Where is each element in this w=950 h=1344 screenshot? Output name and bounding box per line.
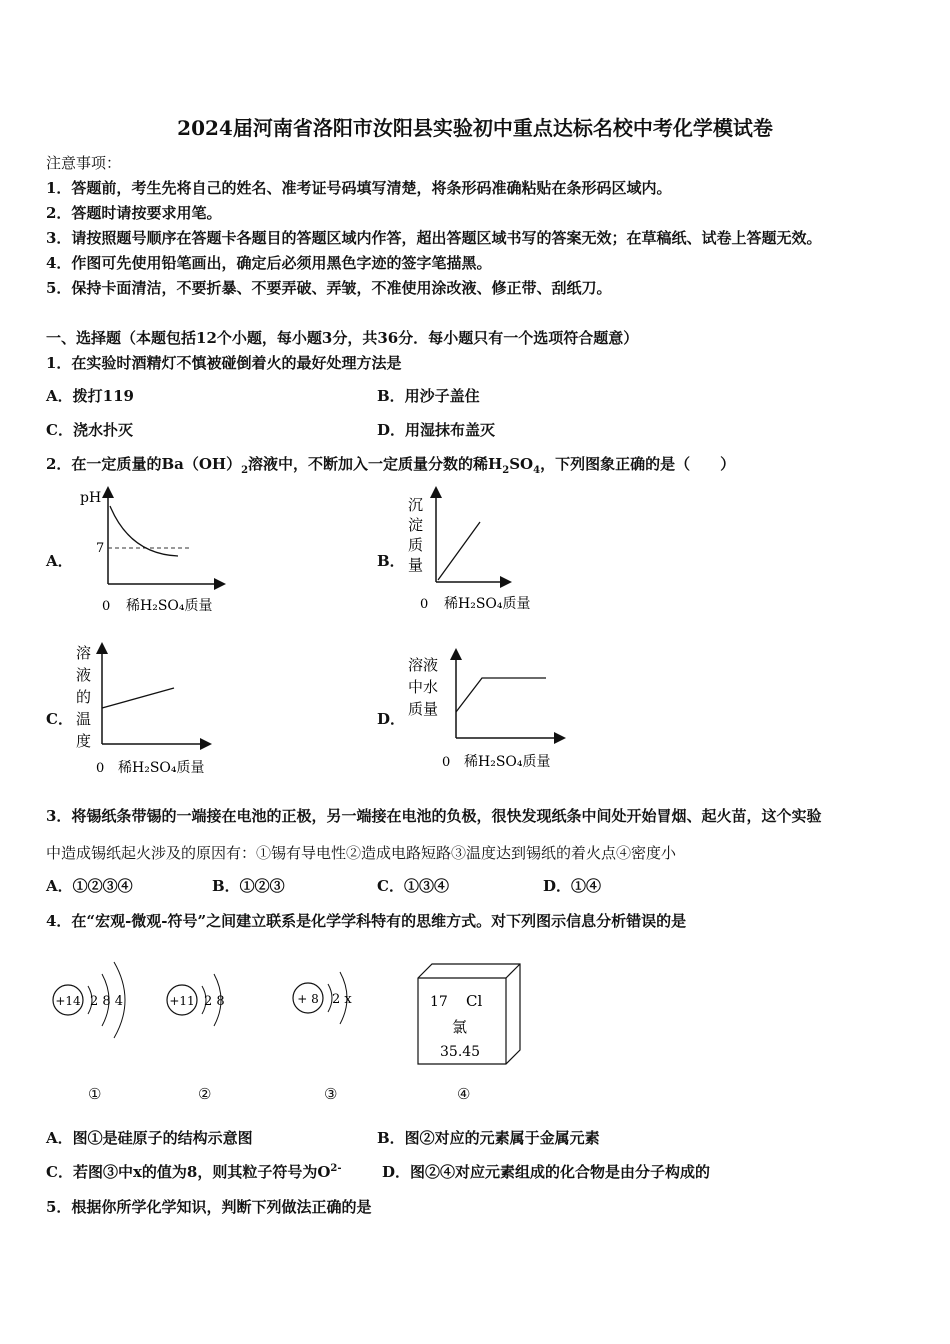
graph-a-ref-label: 7 bbox=[96, 541, 105, 556]
graph-b-y-axis-1: 沉 bbox=[408, 496, 424, 514]
graph-b-y-axis-4: 量 bbox=[408, 556, 424, 574]
atom-2-label: ② bbox=[198, 1085, 212, 1103]
q4-option-b: B．图②对应的元素属于金属元素 bbox=[377, 1129, 600, 1147]
q1-option-a: A．拨打119 bbox=[46, 387, 134, 405]
q3-option-c: C．①③④ bbox=[377, 877, 449, 895]
q3-option-b: B．①②③ bbox=[212, 877, 285, 895]
element-label: ④ bbox=[457, 1085, 471, 1103]
atom-3-shells: 2 x bbox=[332, 992, 352, 1007]
graph-c-origin: 0 bbox=[96, 761, 105, 776]
graph-b bbox=[400, 484, 600, 620]
q1-option-d: D．用湿抹布盖灭 bbox=[377, 421, 496, 439]
element-mass: 35.45 bbox=[440, 1044, 481, 1060]
element-cell-chlorine bbox=[412, 960, 528, 1070]
graph-b-y-axis-2: 淀 bbox=[408, 516, 424, 534]
graph-a bbox=[70, 484, 290, 620]
q1-option-b: B．用沙子盖住 bbox=[377, 387, 480, 405]
graph-a-origin: 0 bbox=[102, 599, 111, 614]
graph-d-y-axis-1: 溶液 bbox=[408, 656, 439, 674]
graph-c-x-axis: 稀H₂SO₄质量 bbox=[118, 760, 205, 776]
atom-1-shells: 2 8 4 bbox=[90, 994, 124, 1009]
graph-b-label: B． bbox=[377, 552, 405, 570]
atom-diagram-3 bbox=[286, 950, 376, 1060]
atom-3-label: ③ bbox=[324, 1085, 338, 1103]
graph-c-y-axis-1: 溶 bbox=[76, 644, 92, 662]
q4-stem: 4．在“宏观-微观-符号”之间建立联系是化学学科特有的思维方式。对下列图示信息分析错误的是 bbox=[46, 912, 687, 930]
notice-heading: 注意事项： bbox=[46, 154, 122, 172]
page-title: 2024届河南省洛阳市汝阳县实验初中重点达标名校中考化学模试卷 bbox=[177, 116, 773, 140]
q1-option-c: C．浇水扑灭 bbox=[46, 421, 133, 439]
graph-b-origin: 0 bbox=[420, 597, 429, 612]
graph-d-label: D． bbox=[377, 710, 406, 728]
q4-option-a: A．图①是硅原子的结构示意图 bbox=[46, 1129, 253, 1147]
graph-b-x-axis: 稀H₂SO₄质量 bbox=[444, 596, 531, 612]
q2-stem: 2．在一定质量的$Ba(OH)_2$溶液中，不断加入一定质量分数的稀$H_2SO_4$，下列图象正确的是（ ） bbox=[46, 455, 736, 476]
q3-stem-line-1: 3．将锡纸条带锡的一端接在电池的正极，另一端接在电池的负极，很快发现纸条中间处开始冒烟、起火苗，这个实验 bbox=[46, 807, 822, 825]
q4-option-c: C．若图③中x的值为8，则其粒子符号为$O^{2-}$ bbox=[46, 1163, 342, 1181]
atom-1-nucleus: +14 bbox=[55, 994, 81, 1008]
graph-d-y-axis-2: 中水 bbox=[408, 678, 439, 696]
graph-c bbox=[70, 638, 290, 778]
graph-c-y-axis-2: 液 bbox=[76, 666, 92, 684]
atom-diagram-1 bbox=[44, 950, 144, 1060]
graph-c-y-axis-3: 的 bbox=[76, 688, 92, 706]
atom-2-shells: 2 8 bbox=[204, 994, 225, 1009]
graph-a-label: A． bbox=[46, 552, 73, 570]
notice-item-2: 2．答题时请按要求用笔。 bbox=[46, 204, 222, 222]
element-number: 17 bbox=[430, 994, 448, 1010]
section-heading: 一、选择题（本题包括12个小题，每小题3分，共36分．每小题只有一个选项符合题意） bbox=[46, 329, 639, 347]
graph-a-y-axis: pH bbox=[80, 490, 102, 506]
notice-item-4: 4．作图可先使用铅笔画出，确定后必须用黑色字迹的签字笔描黑。 bbox=[46, 254, 492, 272]
q3-stem-line-2: 中造成锡纸起火涉及的原因有：①锡有导电性②造成电路短路③温度达到锡纸的着火点④密度小 bbox=[46, 844, 677, 862]
graph-a-x-axis: 稀H₂SO₄质量 bbox=[126, 598, 213, 614]
element-symbol: Cl bbox=[466, 992, 483, 1010]
graph-b-y-axis-3: 质 bbox=[408, 536, 424, 554]
q1-stem: 1．在实验时酒精灯不慎被碰倒着火的最好处理方法是 bbox=[46, 354, 402, 372]
notice-item-1: 1．答题前，考生先将自己的姓名、准考证号码填写清楚，将条形码准确粘贴在条形码区域内。 bbox=[46, 179, 672, 197]
atom-diagram-2 bbox=[158, 950, 258, 1060]
atom-2-nucleus: +11 bbox=[169, 994, 195, 1008]
graph-c-y-axis-4: 温 bbox=[76, 710, 92, 728]
graph-d bbox=[400, 646, 600, 776]
element-name: 氯 bbox=[452, 1018, 468, 1036]
graph-c-label: C． bbox=[46, 710, 73, 728]
notice-item-5: 5．保持卡面清洁，不要折暴、不要弄破、弄皱，不准使用涂改液、修正带、刮纸刀。 bbox=[46, 279, 612, 297]
atom-1-label: ① bbox=[88, 1085, 102, 1103]
q4-option-d: D．图②④对应元素组成的化合物是由分子构成的 bbox=[382, 1163, 711, 1181]
graph-c-y-axis-5: 度 bbox=[76, 732, 92, 750]
graph-d-x-axis: 稀H₂SO₄质量 bbox=[464, 754, 551, 770]
notice-item-3: 3．请按照题号顺序在答题卡各题目的答题区域内作答，超出答题区域书写的答案无效；在草稿纸、试卷上答题无效。 bbox=[46, 229, 822, 247]
graph-d-y-axis-3: 质量 bbox=[408, 700, 439, 718]
graph-d-origin: 0 bbox=[442, 755, 451, 770]
q5-stem: 5．根据你所学化学知识，判断下列做法正确的是 bbox=[46, 1198, 372, 1216]
q3-option-d: D．①④ bbox=[543, 877, 602, 895]
atom-3-nucleus: + 8 bbox=[297, 992, 319, 1006]
q3-option-a: A．①②③④ bbox=[46, 877, 133, 895]
